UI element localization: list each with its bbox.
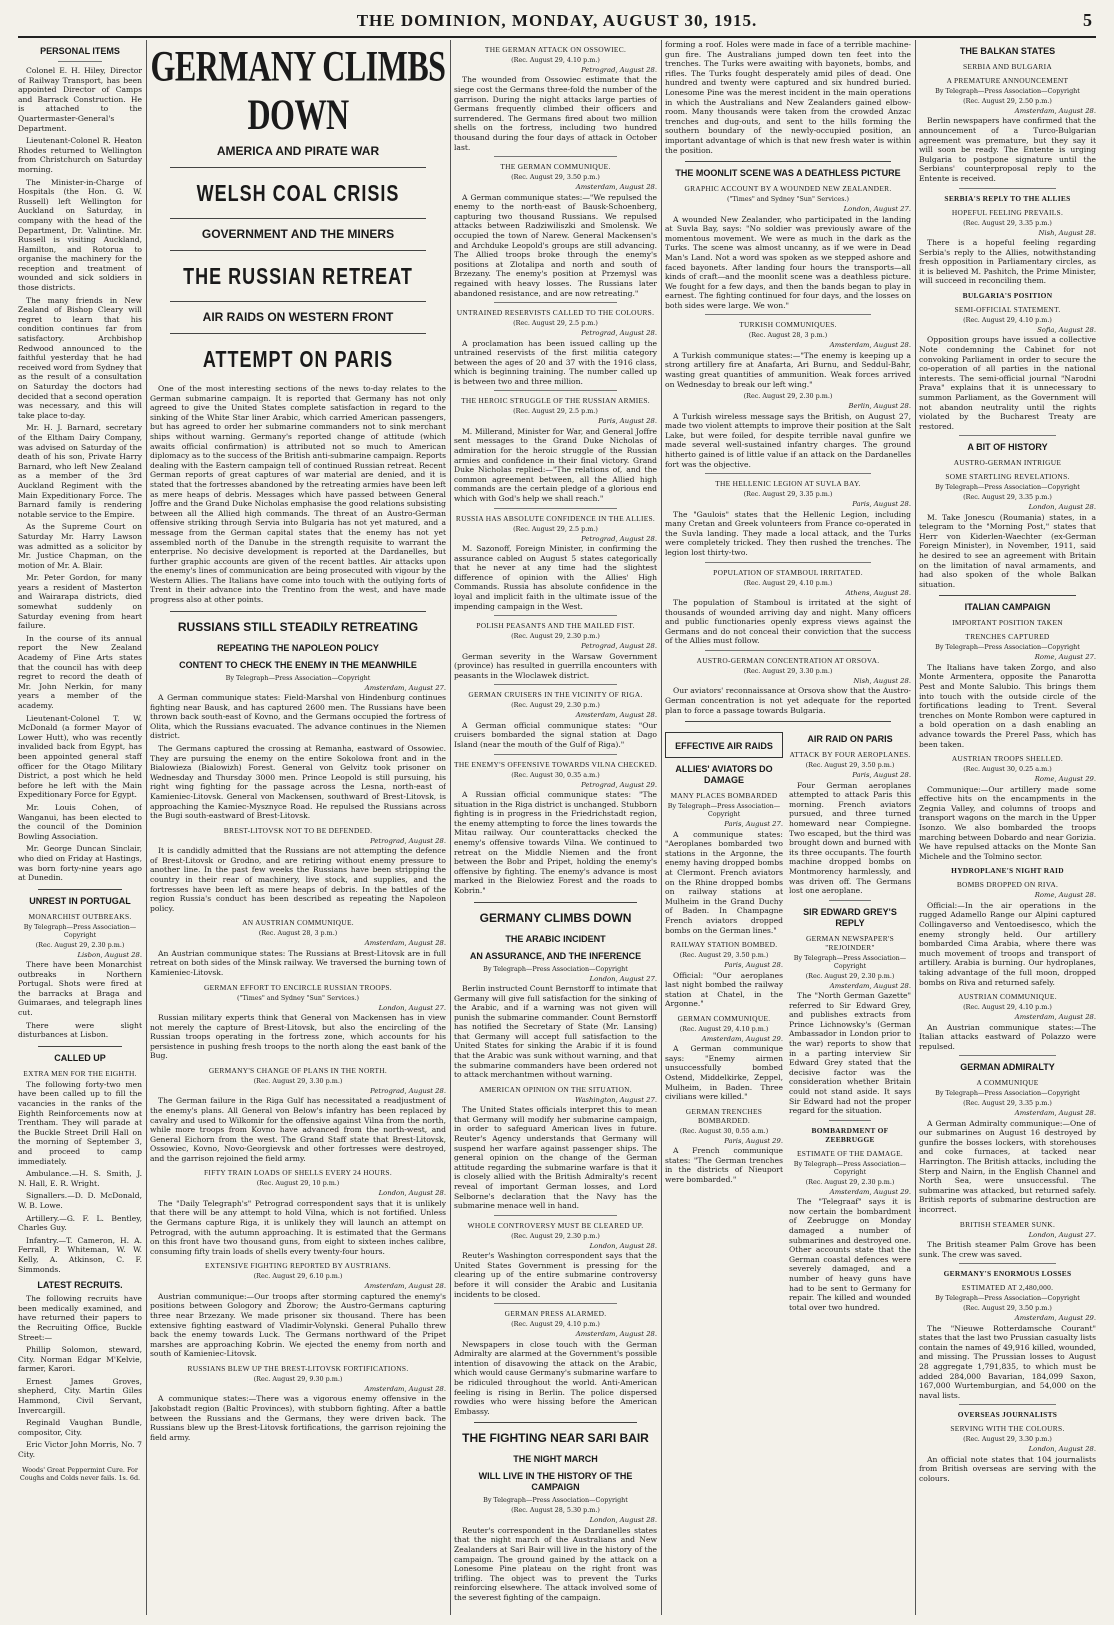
credit-line: By Telegraph—Press Association—Copyright	[935, 87, 1080, 95]
received-line: (Rec. August 29, 2.5 p.m.)	[513, 319, 598, 328]
paragraph: M. Sazonoff, Foreign Minister, in confirming the assurance cabled on August 5 states categorically that he never at any time had the slightest difference of opinion with the Allies' High Commands. Russia has absolute confidence in the loyal and implicit faith in the ultimate issue of the impending campaign in the West.	[454, 544, 657, 611]
paragraph: Lieutenant-Colonel T. W. McDonald (a former Mayor of Lower Hutt), who was recently invalided back from Egypt, has been appointed general staff officer for the Otago Military District, a post which he held before he left with the Main Expeditionary Force for Egypt.	[18, 713, 142, 800]
paragraph: A French communique states: "The German trenches in the districts of Nieuport were bombarded."	[665, 1146, 783, 1185]
subheading: AUSTRIAN COMMUNIQUE.	[958, 992, 1057, 1002]
paragraph: Reuter's Washington correspondent says that the United States Government is pressing for the clearing up of the entire submarine controversy before it will consider the Arabic and Lusitania incidents to be closed.	[454, 1251, 657, 1299]
credit-line: By Telegraph—Press Association—Copyright	[23, 922, 137, 939]
paragraph: The wounded from Ossowiec estimate that the siege cost the Germans three-fold the number of the garrison. During the night attacks large parties of Germans frequently climbed their officers and surrendered. The Germans fired about two million shells on the fortress, including two hundred thousand during the four days of attack in October last.	[454, 75, 657, 152]
paragraph: A German communique says: "Enemy airmen unsuccessfully bombed Ostend, Middelkirke, Zeppel, Mulheim, in Baden. Three civilians were killed."	[665, 1044, 783, 1102]
subheading: GERMAN EFFORT TO ENCIRCLE RUSSIAN TROOPS.	[204, 982, 392, 992]
news-summary: One of the most interesting sections of the news to-day relates to the German submarine campaign. It is reported that Germany has not only agreed to give the United States complete satisfaction in regard to the sinking of the White Star liner Arabic, which carried American passengers, but has agreed to order her submarine commanders not to sink merchant ships without warning. Germany's reported change of attitude (which awaits official confirmation) is attributed not so much to American diplomacy as to the success of the British anti-submarine campaign. Reports dealing with the Eastern campaign tell of continued Russian retreat. Recent German reports of great captures of war material are denied, and it is stated that the fortresses abandoned by the retreating armies have been left as mere heaps of debris. Messages which have passed between General Joffre and the Grand Duke Nicholas emphasise the good relations subsisting between all the Allied high commands. The threat of an Austro-German offensive striking through Servia into Bulgaria has not yet matured, and a message from the German capital states that the enemy has not yet assembled north of the Danube in the strength requisite to warrant the enterprise. No decisive development is reported at the Dardanelles, but further graphic accounts are given of the recent battles. Air attacks upon the enemy's lines of communication are being prosecuted with vigour by the Western Allies. The Italians have come into touch with the outlying forts of Trent in their advance into the Trentino from the west, and have made progress also at other points.	[150, 384, 446, 605]
subheading: ATTACK BY FOUR AEROPLANES.	[789, 750, 911, 760]
paragraph: German severity in the Warsaw Government (province) has resulted in guerrilla encounters with peasants in the Wloclawek district.	[454, 651, 657, 680]
subheading: A COMMUNIQUE	[976, 1078, 1039, 1088]
subheading: BRITISH STEAMER SUNK.	[959, 1219, 1056, 1229]
paragraph: Austrian communique:—Our troops after storming captured the enemy's positions between Gologory and Zborow; the Austro-Germans capturing three near Brzezany. We made prisoner six thousand. There has been extensive fighting eastward of Vladimir-Volynski. General Puhallo threw back the enemy towards Luck. The Germans northward of the Pripet marshes are approaching Kobrin. We ejected the enemy from north and south of Kamieniec-Litovsk.	[150, 1291, 446, 1359]
paragraph: The United States officials interpret this to mean that Germany will modify her submarine campaign, in order to safeguard American lives in future. Reuter's Agency understands that Germany will suspend her warfare against passenger ships. The general opinion on the change of the German attitude regarding the submarine warfare is that it is closely allied with the British Admiralty's recent reveal of important German losses, and Lord Selborne's declaration that the Navy has the submarine menace well in hand.	[454, 1105, 657, 1211]
paragraph: forming a roof. Holes were made in face of a terrible machine-gun fire. The Australians jumped down ten feet into the trenches. The Turks were awaiting with bayonets, bombs, and rifles. The Turks fought desperately amid piles of dead. One hundred and twenty were captured and six hundred buried. Lonesome Pine was the merest incident in the main operations in which the Australians and New Zealanders gained elbow-room. Many thousands were taken from the crowded Anzac trenches and dug-outs, and sent to the hills forming the southern boundary of the newly-occupied position, an important advantage of which is that new fresh water is within the position.	[665, 40, 911, 155]
section-headline: GERMAN ADMIRALTY	[960, 1062, 1055, 1073]
subheading: THE ENEMY'S OFFENSIVE TOWARDS VILNA CHECKED.	[454, 759, 657, 769]
subheading: THE GERMAN ATTACK ON OSSOWIEC.	[484, 45, 627, 54]
subheading: RUSSIANS BLEW UP THE BREST-LITOVSK FORTIFICATIONS.	[187, 1364, 409, 1373]
paragraph: M. Millerand, Minister for War, and General Joffre sent messages to the Grand Duke Nicholas of admiration for the heroic struggle of the Russian armies and confidence in their final victory. Grand Duke Nicholas replied:—"The relations of, and the common agreement between, all the Allied high commands are the certain pledge of a glorious end which with God's help we shall reach."	[454, 426, 657, 504]
paragraph: A Russian official communique states: "The situation in the Riga district is unchanged. Stubborn fighting is in progress in the Friedrichstadt region, the enemy attempting to force the lines towards the Mitau railway. Our counterattacks checked the enemy's offensive towards Vilna. We continued to retreat on the Middle Niemen and the front between the Bobr and Pripet, holding the enemy's offensive by fighting. The enemy's advance is most marked in the Bielowiez Forest and the roads to Kobrin."	[454, 789, 657, 895]
received-line: (Rec. August 28, 3 p.m.)	[748, 331, 828, 340]
subheading: SOME STARTLING REVELATIONS.	[945, 472, 1070, 482]
dateline: Petrograd, August 28.	[581, 329, 657, 338]
subheading: EXTRA MEN FOR THE EIGHTH.	[23, 1068, 137, 1078]
section-headline: AIR RAID ON PARIS	[807, 734, 893, 745]
received-line: ("Times" and Sydney "Sun" Services.)	[236, 993, 360, 1002]
subheading: POLISH PEASANTS AND THE MAILED FIST.	[476, 621, 635, 631]
paragraph: The "Nieuwe Rotterdamsche Courant" states that the last two Prussian casualty lists contain the names of 49,916 killed, wounded, and missing. The Prussian losses to August 28 aggregate 1,791,835, to which must be added 284,000 Bavarian, 184,099 Saxon, 167,000 Wurtemburgian, and 54,000 on the naval lists.	[919, 1323, 1096, 1400]
subheading: RAILWAY STATION BOMBED.	[670, 940, 778, 950]
received-line: (Rec. August 29, 3.35 p.m.)	[743, 490, 833, 499]
paragraph: Reginald Vaughan Bundle, compositor, City.	[18, 1418, 142, 1437]
subheading: FIFTY TRAIN LOADS OF SHELLS EVERY 24 HOURS.	[204, 1168, 392, 1178]
dateline: Petrograd, August 28.	[581, 534, 657, 543]
column-rule	[915, 40, 916, 1615]
dateline: Paris, August 28.	[852, 500, 911, 509]
paragraph: An Austrian communique states: The Russians at Brest-Litovsk are in full retreat on both sides of the Minsk railway. We traversed the burning town of Kamieniec-Litovsk.	[150, 948, 446, 977]
paragraph: A wounded New Zealander, who participated in the landing at Suvla Bay, says: "No soldier was previously aware of the momentous movement. We were as much in the dark as the Turks. The scene was almost uncanny, as if we were in Dead Man's Land. Not a word was spoken as we stepped ashore and faced bayonets. After landing four hours the transports—all kinds of craft—and the moonlit scene was a deathless picture. We fought for a few days, and then the bands began to play in earnest. The fighting continued for four days, and the losses on both sides were large. We won."	[665, 214, 911, 310]
paragraph: M. Take Jonescu (Roumania) states, in a telegram to the "Morning Post," states that Herr von Kiderlen-Waechter (ex-German Foreign Minister), in November, 1911, said he desired to see an agreement with Britain on the limitation of naval armaments, and had also spoken of the whole Balkan situation.	[919, 512, 1096, 589]
paragraph: There have been Monarchist outbreaks in Northern Portugal. Shots were fired at the barracks at Braga and Guimaraes, and telegraph lines cut.	[18, 960, 142, 1018]
paragraph: Communique:—Our artillery made some effective hits on the encampments in the Zegnia Valley, and columns of troops and transport wagons on the march in the Upper Isonzo. We also bombarded the troops marching between Dobardo and near Gorizia. We have repulsed attacks on the Monte San Michele and the Tolmino sector.	[919, 784, 1096, 861]
column-rule	[146, 40, 147, 1615]
dateline: Petrograd, August 28.	[370, 836, 446, 845]
paragraph: Mr. Peter Gordon, for many years a resident of Masterton and Wairarapa districts, died somewhat suddenly on Saturday evening from heart failure.	[18, 573, 142, 631]
received-line: (Rec. August 29, 2.30 p.m.)	[35, 940, 125, 949]
dateline: Sofia, August 28.	[1037, 325, 1096, 334]
column-5	[919, 40, 1096, 1620]
dateline: Rome, August 27.	[1034, 653, 1096, 662]
paragraph: The "Gaulois" states that the Hellenic Legion, including many Cretan and Greek volunteers from France co-operated in the Suvla landing. They made a local attack, and the Turks were completely tricked. They then rushed the trenches. The legion lost thirty-two.	[665, 509, 911, 557]
received-line: (Rec. August 29, 3.35 p.m.)	[963, 1099, 1052, 1108]
subheading: ESTIMATE OF THE DAMAGE.	[796, 1148, 904, 1158]
paragraph: Mr. H. J. Barnard, secretary of the Eltham Dairy Company, was advised on Saturday of the death of his son, Private Harry Barnard, who left New Zealand as a member of the 3rd Auckland Regiment with the Main Expeditionary Force. The Barnard family is rendering notable service to the Empire.	[18, 423, 142, 519]
subheading: GERMAN TRENCHES BOMBARDED.	[685, 1106, 763, 1125]
received-line: (Rec. August 29, 6.10 p.m.)	[253, 1272, 343, 1281]
received-line: (Rec. August 29, 2.5 p.m.)	[513, 407, 598, 416]
section-headline: RUSSIANS STILL STEADILY RETREATING	[177, 619, 419, 634]
paragraph: Mr. Louis Cohen, of Wanganui, has been elected to the council of the Dominion Bowling Association.	[18, 802, 142, 841]
received-line: (Rec. August 29, 4.10 p.m.)	[679, 1024, 769, 1033]
subheading: EXTENSIVE FIGHTING REPORTED BY AUSTRIANS.	[205, 1261, 391, 1271]
subheading: GERMANY'S CHANGE OF PLANS IN THE NORTH.	[208, 1065, 388, 1075]
received-line: ("Times" and Sydney "Sun" Services.)	[726, 195, 850, 204]
dateline: Petrograd, August 28.	[370, 1086, 446, 1095]
subheading: AUSTRO-GERMAN CONCENTRATION AT ORSOVA.	[696, 655, 880, 665]
received-line: (Rec. August 29, 2.30 p.m.)	[511, 701, 600, 710]
subheading: AMERICAN OPINION ON THE SITUATION.	[479, 1084, 632, 1094]
paragraph: The following forty-two men have been called up to fill the vacancies in the ranks of the Eighth Reinforcements now at Trentham. They will parade at the Buckle Street Drill Hall on the morning of September 3, and proceed to camp immediately.	[18, 1079, 142, 1166]
column-rule	[661, 40, 662, 1615]
received-line: (Rec. August 30, 0.25 a.m.)	[963, 765, 1052, 774]
received-line: (Rec. August 29, 3.50 p.m.)	[805, 761, 895, 770]
paragraph: Reuter's correspondent in the Dardanelles states that the night march of the Australians and New Zealanders at Sari Bair will live in the history of the campaign. The ground gained by the attack on a Lonesome Pine plateau on the right front was trifling. The object was to prevent the Turks reinforcing elsewhere. The attack involved some of the severest fighting of the campaign.	[454, 1525, 657, 1602]
headline-deck: WELSH COAL CRISIS	[196, 180, 400, 206]
paragraph: A German communique states: Field-Marshal von Hindenburg continues fighting near Bausk, and has captured 2600 men. The Russians have been thrown back south-east of Kovno, and the Germans occupied the fortress of Olita, which the Russians evacuated. The advance continues in the Niemen district.	[150, 693, 446, 741]
paragraph: A German official communique states: "Our cruisers bombarded the signal station at Dago Island (near the mouth of the Gulf of Riga)."	[454, 720, 657, 749]
section-headline: THE FIGHTING NEAR SARI BAIR	[462, 1431, 649, 1446]
subheading: RUSSIA HAS ABSOLUTE CONFIDENCE IN THE ALLIES.	[455, 513, 656, 523]
subheading: A PREMATURE ANNOUNCEMENT	[946, 76, 1069, 85]
received-line: (Rec. August 28, 3 p.m.)	[258, 929, 338, 938]
subheading: THE ARABIC INCIDENT	[505, 933, 606, 944]
subheading: AUSTRO-GERMAN INTRIGUE	[953, 458, 1062, 468]
dateline: Petrograd, August 28.	[581, 66, 657, 74]
paragraph: Official:—In the air operations in the rugged Adamello Range our Alpini captured Collingaverso and Ventoedisesco, which the enemy strongly held. Our artillery bombarded Cima Arabia, where there was much movement of troops and transport of artillery. Arabia is burning. Our hydroplanes, taking advantage of the full moon, dropped bombs on Riva and returned safely.	[919, 900, 1096, 987]
headline-deck: AIR RAIDS ON WESTERN FRONT	[202, 310, 394, 324]
received-line: (Rec. August 29, 10 p.m.)	[256, 1179, 340, 1188]
received-line: (Rec. August 28, 5.30 p.m.)	[511, 1506, 600, 1515]
paragraph: Opposition groups have issued a collective Note condemning the Cabinet for not convoking Parliament in order to secure the co-operation of all parties in the national interests. The semi-official journal "Narodni Prava" explains that it is unnecessary to summon Parliament, as the Government will not abandon neutrality until the rights violated by the Bucharest Treaty are restored.	[919, 335, 1096, 431]
column-4	[665, 40, 911, 1620]
subheading: BOMBS DROPPED ON RIVA.	[956, 880, 1059, 890]
subheading: GRAPHIC ACCOUNT BY A WOUNDED NEW ZEALANDER.	[684, 184, 892, 194]
subheading: HYDROPLANE'S NIGHT RAID	[951, 866, 1064, 876]
paragraph: The "North German Gazette" referred to Sir Edward Grey, and publishes extracts from Prince Lichnowsky's (German Ambassador in London prior to the war) reports to show that in a parting interview Sir Edward Grey stated that the decisive factor was the consideration whether Britain could not stand aside. It says Sir Edward had not the proper regard for the situation.	[789, 991, 911, 1116]
received-line: (Rec. August 29, 4.10 p.m.)	[511, 56, 600, 64]
received-line: (Rec. August 29, 4.10 p.m.)	[743, 578, 833, 587]
subheading: MANY PLACES BOMBARDED	[670, 791, 778, 801]
boxed-headline: EFFECTIVE AIR RAIDS	[675, 741, 773, 752]
dateline: London, August 27.	[378, 1003, 446, 1012]
dateline: London, August 28.	[378, 1189, 446, 1198]
subheading: TRENCHES CAPTURED	[965, 632, 1050, 642]
subheading: MONARCHIST OUTBREAKS.	[28, 911, 132, 921]
subheading: SERVING WITH THE COLOURS.	[950, 1424, 1065, 1434]
dateline: Paris, August 28.	[724, 961, 783, 970]
subheading: UNTRAINED RESERVISTS CALLED TO THE COLOURS.	[456, 308, 655, 318]
page-number: 5	[1083, 10, 1092, 30]
subheading: BULGARIA'S POSITION	[962, 290, 1053, 300]
section-headline: A BIT OF HISTORY	[967, 442, 1048, 453]
dateline: Berlin, August 28.	[848, 402, 911, 411]
paragraph: Signallers.—D. D. McDonald, W. B. Lowe.	[18, 1191, 142, 1210]
subheading: AUSTRIAN TROOPS SHELLED.	[951, 754, 1064, 764]
credit-line: By Telegraph—Press Association—Copyright	[793, 953, 907, 970]
paragraph: There were slight disturbances at Lisbon.	[18, 1020, 142, 1040]
column-3	[454, 40, 657, 1620]
paragraph: A German Admiralty communique:—One of our submarines on August 16 destroyed by gunfire the bosses lockers, with storehouses and coke furnaces, at tacked near Harrington. The British attacks, including the Sterp and Nairn, in the English Channel and North Sea, were unsuccessful. The submarine was attacked, but returned safely. British reports of submarine destruction are incorrect.	[919, 1118, 1096, 1215]
subheading: POPULATION OF STAMBOUL IRRITATED.	[713, 567, 863, 577]
paragraph: The Minister-in-Charge of Hospitals (the Hon. G. W. Russell) left Wellington for Auckland on Saturday, in company with the head of the Department, Dr. Valintine. Mr. Russell is visiting Auckland, Hamilton, and Rotorua to organise the machinery for the reception and treatment of wounded and sick soldiers in those districts.	[18, 177, 142, 293]
subheading: ESTIMATED AT 2,480,000.	[961, 1283, 1054, 1293]
paragraph: A communique states: "Aeroplanes bombarded two stations in the Argonne, the enemy having dropped bombs at Clermont. French aviators on the Rhine dropped bombs on railway stations at Mulheim in the Grand Duchy of Baden. In Champagne French aviators dropped bombs on the German lines."	[665, 829, 783, 935]
dateline: Lisbon, August 28.	[77, 950, 142, 959]
subheading: IMPORTANT POSITION TAKEN	[952, 618, 1063, 628]
subheading: BREST-LITOVSK NOT TO BE DEFENDED.	[223, 825, 373, 835]
section-headline: THE MOONLIT SCENE WAS A DEATHLESS PICTURE	[675, 168, 901, 179]
credit-line: By Telegraph—Press Association—Copyright	[935, 483, 1080, 492]
paragraph: An Austrian communique states:—The Italian attacks eastward of Polazzo were repulsed.	[919, 1022, 1096, 1051]
section-headline: GERMANY CLIMBS DOWN	[479, 910, 632, 925]
dateline: Petrograd, August 28.	[581, 642, 657, 651]
subheading: THE HELLENIC LEGION AT SUVLA BAY.	[715, 479, 861, 489]
dateline: Amsterdam, August 29.	[1014, 1314, 1096, 1323]
headline-deck: GOVERNMENT AND THE MINERS	[201, 227, 395, 241]
dateline: Nish, August 28.	[1038, 228, 1096, 237]
dateline: Amsterdam, August 28.	[1014, 107, 1096, 115]
received-line: (Rec. August 30, 0.55 a.m.)	[679, 1126, 769, 1135]
subheading: GERMAN PRESS ALARMED.	[504, 1309, 607, 1319]
credit-line: By Telegraph—Press Association—Copyright	[483, 964, 628, 973]
dateline: Amsterdam, August 28.	[829, 981, 911, 990]
subheading: OVERSEAS JOURNALISTS	[957, 1410, 1058, 1420]
section-heading: UNREST IN PORTUGAL	[29, 895, 131, 906]
subheading: SERBIA AND BULGARIA	[962, 62, 1053, 71]
paragraph: The Italians have taken Zorgo, and also Monte Armentera, opposite the Panarotta Pest and Monte Salubio. This brings them into touch with the outside circle of the fortifications leading to Trent. Several trenches on Monte Rombon were captured in a bold operation on a dash enabling an advance towards the Prerel Pass, which has been taken.	[919, 662, 1096, 749]
paragraph: A Turkish wireless message says the British, on August 27, made two violent attempts to improve their position at the Salt Lake, but were foiled, for despite terrible naval gunfire we made several well-sustained infantry charges. The ground hitherto gained is of little value if an attack on the Dardanelles fort was the objective.	[665, 411, 911, 469]
subheading: GERMAN NEWSPAPER'S "REJOINDER"	[806, 933, 894, 952]
masthead-title: THE DOMINION, MONDAY, AUGUST 30, 1915.	[356, 11, 758, 30]
dateline: Amsterdam, August 28.	[575, 711, 657, 720]
received-line: (Rec. August 29, 2.30 p.m.)	[743, 392, 833, 401]
credit-line: By Telegraph—Press Association—Copyright	[483, 1496, 628, 1505]
dateline: London, August 28.	[1028, 1445, 1096, 1454]
dateline: London, August 27.	[589, 974, 657, 983]
dateline: Washington, August 27.	[575, 1095, 657, 1104]
received-line: (Rec. August 29, 2.30 p.m.)	[511, 1231, 600, 1240]
received-line: (Rec. August 29, 2.30 p.m.)	[805, 971, 895, 980]
subheading: WILL LIVE IN THE HISTORY OF THE CAMPAIGN	[478, 1471, 633, 1493]
received-line: (Rec. August 29, 3.35 p.m.)	[963, 493, 1052, 502]
dateline: Amsterdam, August 28.	[364, 939, 446, 948]
dateline: Amsterdam, August 28.	[364, 1385, 446, 1393]
received-line: (Rec. August 29, 3.50 p.m.)	[963, 1304, 1052, 1313]
received-line: (Rec. August 29, 2.30 p.m.)	[511, 632, 600, 641]
subheading: SERBIA'S REPLY TO THE ALLIES	[944, 193, 1071, 203]
subheading: REPEATING THE NAPOLEON POLICY	[217, 642, 379, 653]
paragraph: A communique states:—There was a vigorous enemy offensive in the Jakobstadt region (Baltic Provinces), with stubborn fighting. After a battle between the Russians and the Germans, they were driven back. The Russians blew up the Brest-Litovsk fortifications, the garrison rejoining the field army.	[150, 1394, 446, 1442]
main-headline: GERMANY CLIMBS DOWN	[150, 41, 446, 139]
paragraph: An official note states that 104 journalists from British overseas are serving with the colours.	[919, 1454, 1096, 1483]
received-line: (Rec. August 30, 0.35 a.m.)	[511, 770, 600, 779]
paragraph: The following recruits have been medically examined, and have returned their papers to the Recruiting Office, Buckle Street:—	[18, 1294, 142, 1342]
paragraph: Infantry.—T. Cameron, H. A. Ferrall, P. Whiteman, W. W. Kelly, A. Atkinson, C. F. Simmonds.	[18, 1235, 142, 1274]
credit-line: By Telegraph—Press Association—Copyright	[935, 1294, 1080, 1303]
paragraph: In the course of its annual report the New Zealand Academy of Fine Arts states that the council has with deep regret to record the death of Mr. John Nerkin, for many years a member of the academy.	[18, 633, 142, 710]
received-line: (Rec. August 29, 2.50 p.m.)	[963, 97, 1052, 105]
subheading: THE HEROIC STRUGGLE OF THE RUSSIAN ARMIES.	[461, 396, 650, 406]
subheading: THE GERMAN COMMUNIQUE.	[500, 162, 611, 172]
dateline: Nish, August 28.	[853, 676, 911, 685]
credit-line: By Telegraph—Press Association—Copyright	[935, 1089, 1080, 1098]
received-line: (Rec. August 29, 3.35 p.m.)	[963, 218, 1052, 227]
subheading: GERMAN COMMUNIQUE.	[677, 1013, 771, 1023]
section-headline: SIR EDWARD GREY'S REPLY	[803, 906, 897, 928]
headline-deck: ATTEMPT ON PARIS	[202, 346, 394, 372]
dateline: Amsterdam, August 28.	[575, 1330, 657, 1339]
column-1	[18, 40, 142, 1620]
paragraph: As the Supreme Court on Saturday Mr. Harry Lawson was admitted as a solicitor by Mr. Justice Chapman, on the motion of Mr. A. Blair.	[18, 522, 142, 570]
paragraph: The Germans captured the crossing at Remanha, eastward of Ossowiec. They are pursuing the enemy on the entire Sokolowa front and in the Bialowieza (Bialowizh) Forest. General von Gelvitz took prisoner on Wednesday and Thursday 3000 men. Prince Leopold is still pursuing, his right wing fighting for the passage across the Lesna, north-east of Kamieniec-Litovsk. General von Mackensen, southward of Brest-Litovsk, is approaching the Kamiec-Mysznyce Road. He repulsed the Russians across the Bugi south-eastward of Brest-Litovsk.	[150, 744, 446, 821]
paragraph: Four German aeroplanes attempted to attack Paris this morning. French aviators pursued, and three turned homeward near Compiegne. Two escaped, but the third was brought down and burned with its three occupants. The fourth machine dropped bombs on Montmorency harmlessly, and was driven off. The Germans lost one aeroplane.	[789, 780, 911, 896]
column-2	[150, 40, 446, 1620]
received-line: (Rec. August 29, 3.30 p.m.)	[743, 666, 833, 675]
paragraph: The German failure in the Riga Gulf has necessitated a readjustment of the enemy's plans. All General von Below's infantry has been replaced by cavalry and used to Wilkomir for the offensive against Vilna from the north, while more troops from Kovno have advanced from the north-west, and General Eichorn from the west. The Grand Staff state that Brest-Litovsk, Ossowiec, Kovno, Novo-Georgievsk and other fortresses were destroyed, and the garrison rejoined the field army.	[150, 1096, 446, 1163]
paragraph: There is a hopeful feeling regarding Serbia's reply to the Allies, notwithstanding fresh opposition in Parliamentary circles, as it is believed M. Pashitch, the Prime Minister, will succeed in reconciling them.	[919, 237, 1096, 286]
paragraph: A German communique states:—"We repulsed the enemy to the north-east of Bausk-Schoenberg, capturing two thousand Russians. We repulsed attacks between Radziwiliszki and Smolensk. We occupied the town of Narew. General Mackensen's and Archduke Leopold's groups are still advancing. The Allied troops broke through the enemy's positions at Zlotalipa and north and south of Brzezany. The enemy's position at Przemysl was regained with heavy losses. The Russians later abandoned resistance, and are now retreating."	[454, 192, 657, 298]
credit-line: By Telegraph—Press Association—Copyright	[225, 673, 371, 682]
dateline: Paris, August 27.	[724, 820, 783, 829]
credit-line: By Telegraph—Press Association—Copyright	[667, 802, 781, 819]
paragraph: A proclamation has been issued calling up the untrained reservists of the first militia category between the ages of 20 and 37 with the 1916 class, which is beginning training. The number called up is between two and three million.	[454, 338, 657, 386]
paragraph: Berlin instructed Count Bernstorff to intimate that Germany will give full satisfaction for the sinking of the Arabic, and if a warning was not given will punish the submarine commander. Count Bernstorff has notified the Secretary of State (Mr. Lansing) that Germany will accept full satisfaction to the United States for sinking the Arabic if it is found that the Arabic was sunk without warning, and that the submarine commanders have been ordered not to attack merchantmen without warning.	[454, 983, 657, 1080]
dateline: Amsterdam, August 28.	[575, 183, 657, 192]
subheading: TURKISH COMMUNIQUES.	[739, 320, 837, 330]
subheading: GERMANY'S ENORMOUS LOSSES	[943, 1269, 1072, 1279]
section-headline: ITALIAN CAMPAIGN	[964, 602, 1051, 613]
section-heading: LATEST RECRUITS.	[37, 1280, 123, 1291]
dateline: London, August 28.	[589, 1516, 657, 1525]
subheading: HOPEFUL FEELING PREVAILS.	[951, 207, 1064, 217]
dateline: Paris, August 29.	[724, 1136, 783, 1145]
subheading: CONTENT TO CHECK THE ENEMY IN THE MEANWHILE	[179, 659, 417, 670]
received-line: (Rec. August 29, 2.30 p.m.)	[805, 1177, 895, 1186]
received-line: (Rec. August 29, 3.30 p.m.)	[253, 1076, 343, 1085]
paragraph: It is candidly admitted that the Russians are not attempting the defence of Brest-Litovsk or Grodno, and are retiring without enemy pressure to another line. In the past few weeks the Russians have been stripping the country in their rear of machinery, live stock, and supplies, and the fortresses have been left as mere heaps of debris. In the battles of the region Russia's conduct has been described as repeating the Napoleon policy.	[150, 846, 446, 913]
section-headline: ALLIES' AVIATORS DO DAMAGE	[675, 764, 773, 786]
paragraph: Official: "Our aeroplanes last night bombed the railway station at Chatel, in the Argonne."	[665, 970, 783, 1009]
section-heading: CALLED UP	[54, 1052, 106, 1063]
dateline: Amsterdam, August 29.	[701, 1034, 783, 1043]
masthead	[18, 6, 1096, 38]
subheading: WHOLE CONTROVERSY MUST BE CLEARED UP.	[467, 1220, 644, 1230]
subheading: AN AUSTRIAN COMMUNIQUE.	[242, 918, 354, 928]
dateline: Paris, August 28.	[598, 417, 657, 426]
dateline: London, August 27.	[1028, 1230, 1096, 1239]
credit-line: By Telegraph—Press Association—Copyright	[935, 643, 1080, 652]
dateline: Rome, August 29.	[1034, 775, 1096, 784]
paragraph: Berlin newspapers have confirmed that the announcement of a Turco-Bulgarian agreement was premature, but they say it will soon be ready. The Entente is urging Bulgaria to postpone signature until the Serbians' counterproposal reply to the Entente is received.	[919, 116, 1096, 183]
dateline: Amsterdam, August 29.	[829, 1187, 911, 1196]
subheading: GERMAN CRUISERS IN THE VICINITY OF RIGA.	[468, 690, 643, 700]
paragraph: Our aviators' reconnaissance at Orsova show that the Austro-German concentration is not yet adequate for the reported plan to force a passage towards Bulgaria.	[665, 686, 911, 715]
received-line: (Rec. August 29, 9.30 p.m.)	[253, 1375, 343, 1383]
paragraph: Newspapers in close touch with the German Admiralty are alarmed at the Government's possible intention of disavowing the attack on the Arabic, which would cause Germany's submarine warfare to be ridiculed throughout the world. Anti-American feeling is rising in Berlin. The police dispersed rowdies who were hissing before the American Embassy.	[454, 1339, 657, 1416]
paragraph: A Turkish communique states:—"The enemy is keeping up a strong artillery fire at Anafarta, Ari Burnu, and Seddul-Bahr, wasting great quantities of ammunition. Weak forces arrived on Wednesday to break our left wing."	[665, 350, 911, 389]
subheading: THE NIGHT MARCH	[513, 1454, 598, 1465]
received-line: (Rec. August 29, 3.30 p.m.)	[963, 1435, 1052, 1444]
paragraph: Mr. George Duncan Sinclair, who died on Friday at Hastings, was born forty-nine years ago at Dunedin.	[18, 844, 142, 883]
received-line: (Rec. August 29, 3.50 p.m.)	[511, 173, 600, 182]
received-line: (Rec. August 29, 2.5 p.m.)	[513, 524, 598, 533]
section-heading: PERSONAL ITEMS	[40, 46, 120, 56]
dateline: Paris, August 28.	[852, 771, 911, 780]
dateline: London, August 28.	[1028, 503, 1096, 512]
subheading: BOMBARDMENT OF ZEEBRUGGE	[811, 1125, 889, 1144]
paragraph: Lieutenant-Colonel R. Heaton Rhodes returned to Wellington from Christchurch on Saturday morning.	[18, 136, 142, 174]
paragraph: The many friends in New Zealand of Bishop Cleary will regret to learn that his condition continues far from satisfactory. Archbishop Redwood announced to the faithful yesterday that he had received word from Sydney that as the result of a consultation on Saturday the doctors had decided that a second operation was necessary, and this will take place to-day.	[18, 295, 142, 420]
paragraph: The population of Stamboul is irritated at the sight of thousands of wounded arriving day and night. Many officers and public functionaries openly express views against the Germans and do not conceal their conviction that the success of the Allies must follow.	[665, 598, 911, 646]
paragraph: The "Daily Telegraph's" Petrograd correspondent says that it is unlikely that there will be any attempt to hold Vilna, which is not fortified. Unless the Germans capture Riga, it is unlikely they will launch an attempt on Petrograd, with the autumn approaching. It is estimated that the Germans on this front have two thousand guns, from eight to sixteen inches calibre, consuming fifty train loads of shells every twenty-four hours.	[150, 1198, 446, 1256]
dateline: Amsterdam, August 28.	[364, 1282, 446, 1291]
advertisement: Woods' Great Peppermint Cure. For Coughs and Colds never fails. 1s. 6d.	[19, 1465, 141, 1482]
dateline: Petrograd, August 29.	[581, 780, 657, 789]
paragraph: Artillery.—G. F. L. Bentley, Charles Guy.	[18, 1213, 142, 1233]
subheading: SEMI-OFFICIAL STATEMENT.	[954, 304, 1061, 314]
credit-line: By Telegraph—Press Association—Copyright	[793, 1159, 907, 1176]
column-rule	[450, 40, 451, 1615]
paragraph: Russian military experts think that General von Mackensen has in view not merely the capture of Brest-Litovsk, but also the encircling of the Russian troops operating in the fortress zone, which accounts for his persistence in pushing fresh troops to the north along the east bank of the Bug.	[150, 1012, 446, 1061]
dateline: Amsterdam, August 27.	[364, 683, 446, 692]
headline-deck: AMERICA AND PIRATE WAR	[216, 144, 380, 158]
dateline: Athens, August 28.	[845, 588, 911, 597]
received-line: (Rec. August 29, 4.10 p.m.)	[963, 315, 1052, 324]
paragraph: The British steamer Palm Grove has been sunk. The crew was saved.	[919, 1240, 1096, 1259]
paragraph: The "Telegraaf" says it is now certain the bombardment of Zeebrugge on Monday damaged a number of submarines and destroyed one. Other accounts state that the German coastal defences were severely damaged, and a number of heavy guns have had to be sent to Germany for repair. The killed and wounded total over two hundred.	[789, 1197, 911, 1312]
dateline: Amsterdam, August 28.	[1014, 1109, 1096, 1118]
headline-deck: THE RUSSIAN RETREAT	[183, 263, 413, 289]
paragraph: Phillip Solomon, steward, City. Norman Edgar M'Kelvie, farmer, Karori.	[18, 1345, 142, 1374]
received-line: (Rec. August 29, 3.50 p.m.)	[679, 951, 769, 960]
dateline: Amsterdam, August 28.	[1014, 1013, 1096, 1022]
section-headline: THE BALKAN STATES	[959, 46, 1056, 56]
subheading: AN ASSURANCE, AND THE INFERENCE	[469, 950, 642, 961]
dateline: London, August 27.	[843, 205, 911, 214]
dateline: Rome, August 28.	[1034, 891, 1096, 900]
paragraph: Colonel E. H. Hiley, Director of Railway Transport, has been appointed Director of Camps and Barrack Construction. He is attached to the Quartermaster-General's Department.	[18, 66, 142, 133]
received-line: (Rec. August 29, 4.10 p.m.)	[963, 1003, 1052, 1012]
dateline: London, August 28.	[589, 1241, 657, 1250]
paragraph: Eric Victor John Morris, No. 7 City.	[18, 1440, 142, 1460]
dateline: Amsterdam, August 28.	[829, 341, 911, 350]
paragraph: Ambulance.—H. S. Smith, J. N. Hall, E. R. Wright.	[18, 1169, 142, 1188]
received-line: (Rec. August 29, 4.10 p.m.)	[511, 1320, 600, 1329]
paragraph: Ernest James Groves, shepherd, City. Martin Giles Hammond, Civil Servant, Invercargill.	[18, 1376, 142, 1415]
